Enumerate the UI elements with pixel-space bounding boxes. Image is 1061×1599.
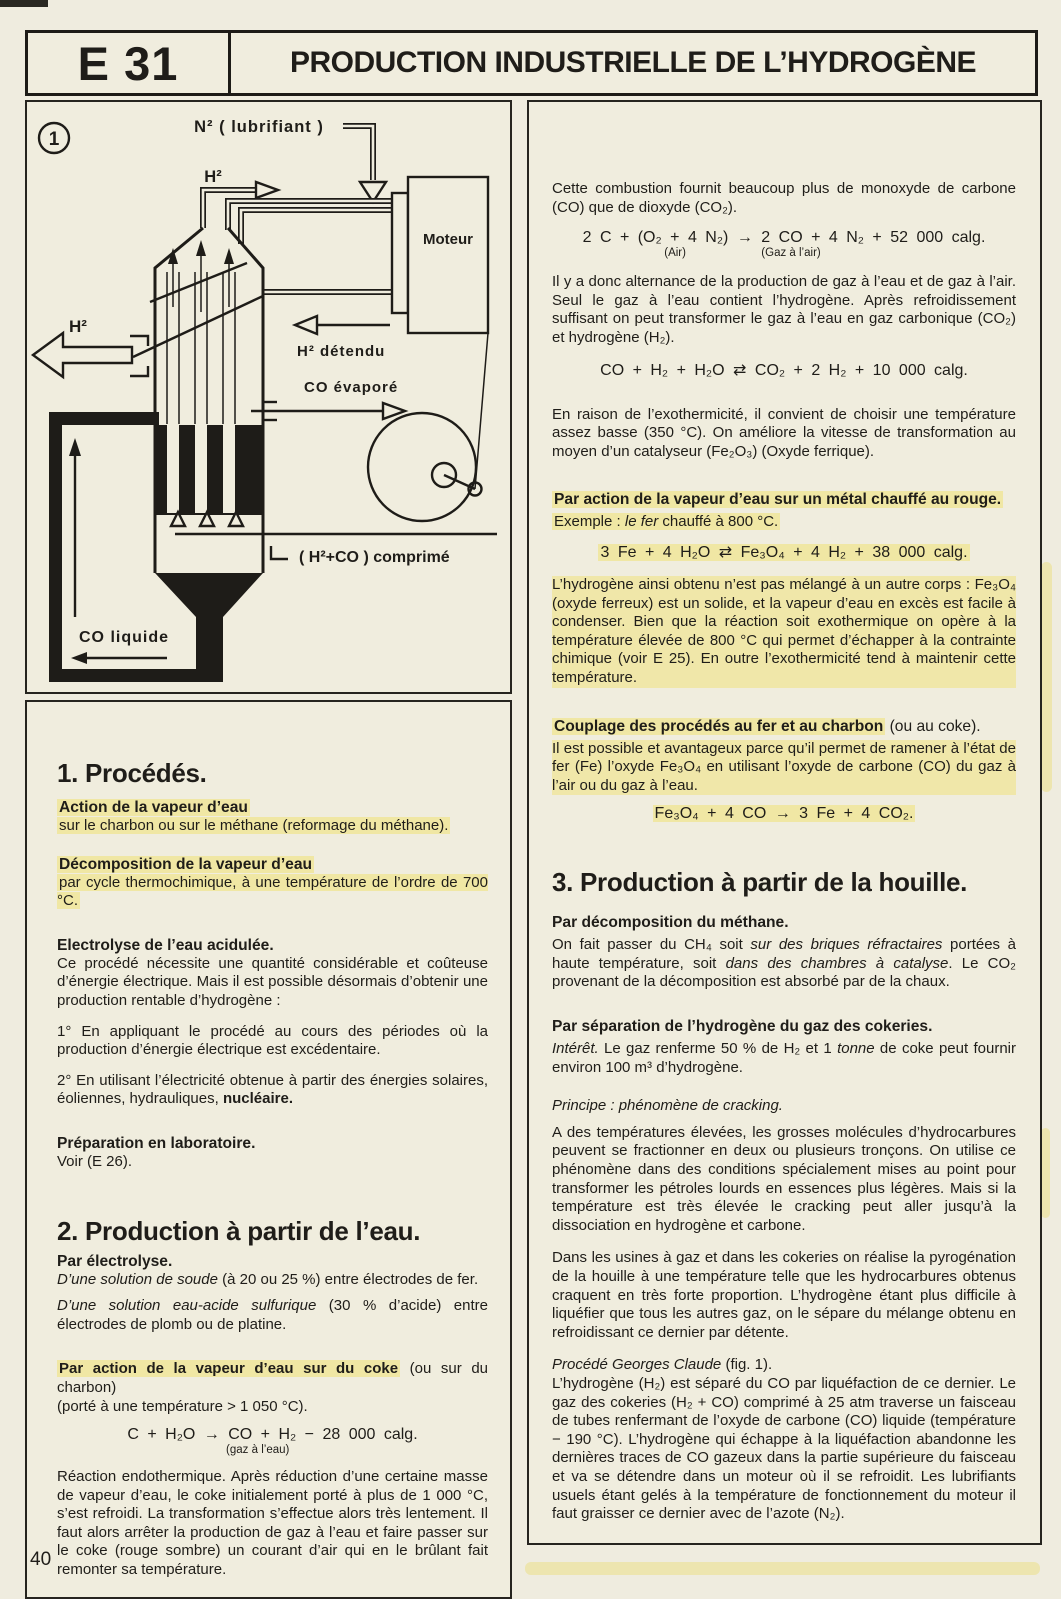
paragraph: Intérêt. Le gaz renferme 50 % de H₂ et 1 tonne de coke peut fournir environ 100 m³ d’hydrogène. <box>552 1040 1016 1076</box>
subheading-decomposition-methane: Par décomposition du méthane. <box>552 914 789 932</box>
paragraph: sur le charbon ou sur le méthane (reformage du méthane). <box>59 817 449 834</box>
subheading-procede-claude: Procédé Georges Claude (fig. 1). <box>552 1356 773 1374</box>
hydrogen-apparatus-diagram <box>27 102 510 692</box>
svg-text:1: 1 <box>48 129 60 150</box>
paragraph: Dans les usines à gaz et dans les cokeries on réalise la pyrogénation de la houille à une température telle que les hydrocarbures obtenus craquent en très forte proportion. L’hydrogène étant plus difficile à liquéfier que tous les autres gaz, on le sépare du mélange obtenu en refroidissant ce dernier par détente. <box>552 1249 1016 1341</box>
paragraph: Ce procédé nécessite une quantité considérable et coûteuse d’énergie électrique. Mais il est possible désormais d’obtenir une production rentable d’hydrogène : <box>57 954 488 1009</box>
subheading-metal-chauffe: Par action de la vapeur d’eau sur un métal chauffé au rouge. <box>554 491 1002 509</box>
baffle-line <box>150 263 247 302</box>
figure-number-badge <box>39 123 69 153</box>
paragraph: D’une solution eau-acide sulfurique (30 % d’acide) entre électrodes de plomb ou de platine. <box>57 1297 488 1333</box>
subheading-vapeur-coke: Par action de la vapeur d’eau sur du coke (ou sur du charbon) <box>57 1360 488 1396</box>
paragraph: En raison de l’exothermicité, il convient de choisir une température assez basse (350 °C). On améliore la vitesse de transformation au moyen d’un catalyseur (Fe₂O₃) (Oxyde ferrique). <box>552 405 1016 460</box>
svg-text:Moteur: Moteur <box>423 231 473 248</box>
paragraph: par cycle thermochimique, à une température de l’ordre de 700 °C. <box>57 873 488 910</box>
h2-detendu-arrow <box>295 316 390 360</box>
h2-co-inlet <box>171 512 497 566</box>
svg-text:CO liquide: CO liquide <box>79 629 169 646</box>
list-item-1: 1° En appliquant le procédé au cours des périodes où la production d’énergie électrique est excédentaire. <box>57 1022 488 1059</box>
pipes-to-motor <box>228 201 392 292</box>
motor-box <box>392 177 488 333</box>
list-item-2: 2° En utilisant l’électricité obtenue à partir des énergies solaires, éoliennes, hydrauliques, nucléaire. <box>57 1071 488 1108</box>
paragraph: A des températures élevées, les grosses molécules d’hydrocarbures peuvent se fractionner en deux ou plusieurs tronçons. On utilise ce phénomène dans des conditions spécialement mises au point pour transformer les pétroles lourds en essences plus légères. Mais si la température est très élevée le cracking peut aller jusqu’à la dissociation en hydrogène et carbone. <box>552 1123 1016 1234</box>
section-3-heading: 3. Production à partir de la houille. <box>552 867 968 898</box>
sheet-code: E 31 <box>28 33 231 93</box>
paragraph: L’hydrogène ainsi obtenu n’est pas mélangé à un autre corps : Fe₃O₄ (oxyde ferreux) est un solide, et la vapeur d’eau en excès est facile à condenser. Bien que la réaction soit exothermique on opère à la température élevée de 800 °C qui permet d’échapper à la contrainte chimique (voir E 25). En outre l’exothermicité tend à maintenir cette température. <box>552 575 1016 686</box>
paragraph: (porté à une température > 1 050 °C). <box>57 1397 308 1415</box>
paragraph: Il est possible et avantageux parce qu’il permet de ramener à l’état de fer (Fe) l’oxyde Fe₃O₄ en utilisant l’oxyde de carbone (CO) du gaz à l’air ou du gaz à l’eau. <box>552 739 1016 794</box>
highlight-smudge <box>1041 562 1052 792</box>
subheading-separation-cokeries: Par séparation de l’hydrogène du gaz des cokeries. <box>552 1018 933 1036</box>
svg-text:CO évaporé: CO évaporé <box>304 379 399 396</box>
subheading-preparation-labo: Préparation en laboratoire. <box>57 1134 256 1152</box>
page-header <box>25 30 1038 96</box>
highlight-smudge <box>1041 1128 1050 1218</box>
page-title: PRODUCTION INDUSTRIELLE DE L’HYDROGÈNE <box>289 46 977 79</box>
svg-text:H²: H² <box>69 317 87 336</box>
flywheel <box>368 333 488 521</box>
paragraph: On fait passer du CH₄ soit sur des briques réfractaires portées à haute température, soit dans des chambres à catalyse. Le CO₂ provenant de la décomposition est absorbé par de la chaux. <box>552 936 1016 991</box>
subheading-principe-cracking: Principe : phénomène de cracking. <box>552 1097 783 1115</box>
highlight-smudge <box>525 1562 1040 1575</box>
section-2-heading: 2. Production à partir de l’eau. <box>57 1215 421 1246</box>
section-1-heading: 1. Procédés. <box>57 758 207 788</box>
paragraph: D’une solution de soude (à 20 ou 25 %) entre électrodes de fer. <box>57 1270 479 1288</box>
left-column-panel <box>25 700 512 1599</box>
baffle-line <box>133 296 263 357</box>
subheading-couplage: Couplage des procédés au fer et au charbon (ou au coke). <box>554 717 981 735</box>
paragraph: L’hydrogène (H₂) est séparé du CO par liquéfaction de ce dernier. Le gaz des cokeries (H₂ + CO) comprimé à 25 atm traverse un faisceau de tubes renfermant de l’oxyde de carbone (CO) liquide (température − 190 °C). L’hydrogène qui échappe à la liquéfaction abandonne les dernières traces de CO gazeux dans la partie supérieure du faisceau et va se détendre dans un moteur où il se refroidit. Les lubrifiants usuels étant gelés à la température de fonctionnement du moteur il faut graisser ce dernier avec de l’azote (N₂). <box>552 1374 1016 1523</box>
svg-text:( H²+CO ) comprimé: ( H²+CO ) comprimé <box>299 549 450 566</box>
right-arrow-icon <box>256 182 278 198</box>
figure-panel <box>25 100 512 694</box>
equation-gaz-a-lair: 2 C + (O₂ + 4 N₂) (Air) → 2 CO + 4 N₂ + 52 000 calg. (Gaz à l’air) <box>582 229 986 260</box>
page-number: 40 <box>30 1549 52 1570</box>
equation-reduction-oxyde: Fe₃O₄ + 4 CO → 3 Fe + 4 CO₂. <box>654 805 914 823</box>
h2-left-outlet <box>33 317 148 377</box>
equation-gaz-a-leau: C + H₂O → CO + H₂ − 28 000 calg. (gaz à l’eau) <box>127 1426 418 1457</box>
svg-text:N² ( lubrifiant ): N² ( lubrifiant ) <box>194 118 324 136</box>
paragraph: Cette combustion fournit beaucoup plus de monoxyde de carbone (CO) que de dioxyde (CO₂). <box>552 180 1016 216</box>
svg-text:H² détendu: H² détendu <box>297 343 386 360</box>
scan-edge-mark <box>0 0 48 7</box>
equation-conversion: CO + H₂ + H₂O ⇄ CO₂ + 2 H₂ + 10 000 calg. <box>600 361 968 379</box>
subheading-action-vapeur: Action de la vapeur d’eau <box>59 799 248 816</box>
exchanger-vessel <box>133 228 263 678</box>
svg-text:H²: H² <box>204 168 222 186</box>
paragraph: Exemple : le fer chauffé à 800 °C. <box>554 513 779 531</box>
paragraph: Réaction endothermique. Après réduction d’une certaine masse de vapeur d’eau, le coke initialement porté à plus de 1 000 °C, s’est refroidi. La transformation s’effectue alors très lentement. Il faut alors arrêter la production de gaz à l’eau et faire passer sur le coke (rouge sombre) un courant d’air qui en le brûlant fait remonter sa température. <box>57 1468 488 1579</box>
left-arrow-icon <box>295 316 317 334</box>
subheading-decomposition: Décomposition de la vapeur d’eau <box>59 855 313 873</box>
subheading-electrolyse-acidulee: Electrolyse de l’eau acidulée. <box>57 936 274 954</box>
equation-fer-vapeur: 3 Fe + 4 H₂O ⇄ Fe₃O₄ + 4 H₂ + 38 000 calg. <box>600 543 968 561</box>
co-evapore-arrow <box>251 379 405 420</box>
subheading-par-electrolyse: Par électrolyse. <box>57 1252 173 1270</box>
right-column-panel <box>527 100 1042 1545</box>
paragraph: Il y a donc alternance de la production de gaz à l’eau et de gaz à l’air. Seul le gaz à l’eau contient l’hydrogène. Après refroidissement suffisant on peut transformer le gaz à l’eau en gaz carbonique (CO₂) et hydrogène (H₂). <box>552 273 1016 346</box>
paragraph: Voir (E 26). <box>57 1152 133 1170</box>
